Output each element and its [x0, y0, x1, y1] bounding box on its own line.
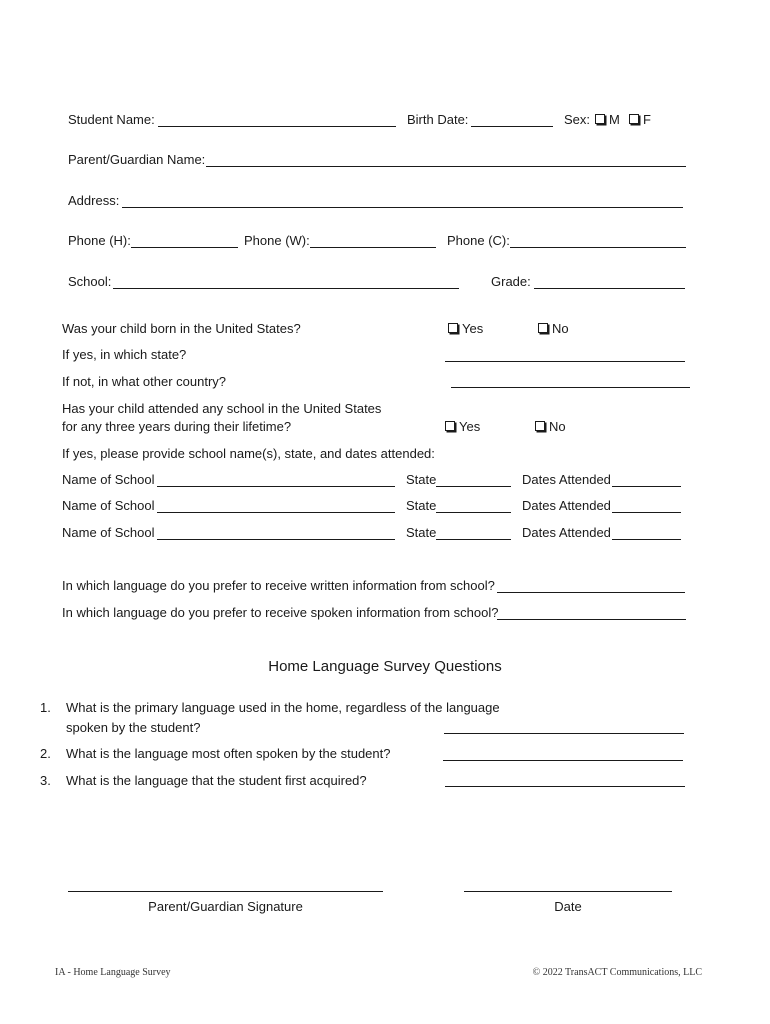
sex-label: Sex: [564, 112, 591, 127]
provide-schools-label: If yes, please provide school name(s), state, and dates attended: [62, 446, 435, 461]
pref-written-field[interactable] [497, 592, 685, 593]
checkbox-icon[interactable] [448, 323, 458, 333]
school-row-state-field[interactable] [436, 539, 511, 540]
school-row-state-label: State [406, 472, 437, 487]
attended-no-label: No [549, 419, 566, 434]
attended-yes-option[interactable] [445, 419, 480, 435]
school-row-dates-label: Dates Attended [522, 525, 611, 540]
sex-m-label: M [609, 112, 620, 127]
question-1-text: What is the primary language used in the home, regardless of the language [66, 700, 500, 715]
school-row-dates-label: Dates Attended [522, 498, 611, 513]
phone-cell-field[interactable] [510, 247, 686, 248]
school-row-state-label: State [406, 525, 437, 540]
student-name-field[interactable] [158, 126, 396, 127]
school-row-name-field[interactable] [157, 539, 395, 540]
checkbox-icon[interactable] [538, 323, 548, 333]
checkbox-icon[interactable] [445, 421, 455, 431]
question-3-text: What is the language that the student first acquired? [66, 773, 367, 788]
other-country-label: If not, in what other country? [62, 374, 227, 389]
attended-yes-label: Yes [459, 419, 481, 434]
school-row-dates-field[interactable] [612, 539, 681, 540]
which-state-label: If yes, in which state? [62, 347, 187, 362]
attended-no-option[interactable] [535, 419, 566, 435]
survey-title: Home Language Survey Questions [268, 658, 502, 675]
question-2-answer-field[interactable] [443, 760, 683, 761]
address-field[interactable] [122, 207, 683, 208]
sex-f-label: F [643, 112, 651, 127]
date-label: Date [554, 899, 582, 914]
footer-right: © 2022 TransACT Communications, LLC [532, 967, 702, 978]
question-3-number: 3. [40, 773, 51, 788]
checkbox-icon[interactable] [629, 114, 639, 124]
school-row-name-field[interactable] [157, 486, 395, 487]
footer-left: IA - Home Language Survey [55, 967, 171, 978]
question-2-text: What is the language most often spoken by the student? [66, 746, 391, 761]
checkbox-icon[interactable] [595, 114, 605, 124]
other-country-field[interactable] [451, 387, 690, 388]
pref-written-label: In which language do you prefer to receive written information from school? [62, 578, 495, 593]
school-field[interactable] [113, 288, 459, 289]
school-row-name-label: Name of School [62, 472, 155, 487]
phone-work-label: Phone (W): [244, 233, 310, 248]
student-name-label: Student Name: [68, 112, 155, 127]
grade-label: Grade: [491, 274, 531, 289]
signature-label: Parent/Guardian Signature [148, 899, 303, 914]
checkbox-icon[interactable] [535, 421, 545, 431]
birth-date-label: Birth Date: [407, 112, 469, 127]
question-1-text-cont: spoken by the student? [66, 720, 201, 735]
school-row-name-label: Name of School [62, 525, 155, 540]
signature-field[interactable] [68, 891, 383, 892]
which-state-field[interactable] [445, 361, 685, 362]
parent-name-field[interactable] [206, 166, 686, 167]
school-row-dates-field[interactable] [612, 512, 681, 513]
school-label: School: [68, 274, 112, 289]
sex-m-option[interactable] [595, 112, 620, 128]
pref-spoken-label: In which language do you prefer to receive spoken information from school? [62, 605, 499, 620]
question-1-answer-field[interactable] [444, 733, 684, 734]
born-us-no-label: No [552, 321, 569, 336]
school-row-dates-field[interactable] [612, 486, 681, 487]
phone-home-field[interactable] [131, 247, 238, 248]
phone-cell-label: Phone (C): [447, 233, 510, 248]
born-us-no-option[interactable] [538, 321, 569, 337]
question-3-answer-field[interactable] [445, 786, 685, 787]
grade-field[interactable] [534, 288, 685, 289]
birth-date-field[interactable] [471, 126, 553, 127]
parent-name-label: Parent/Guardian Name: [68, 152, 206, 167]
school-row-state-label: State [406, 498, 437, 513]
date-field[interactable] [464, 891, 672, 892]
school-row-name-label: Name of School [62, 498, 155, 513]
school-row-state-field[interactable] [436, 486, 511, 487]
phone-work-field[interactable] [310, 247, 436, 248]
question-1-number: 1. [40, 700, 51, 715]
attended-question-line1: Has your child attended any school in the United States [62, 401, 382, 416]
school-row-state-field[interactable] [436, 512, 511, 513]
question-2-number: 2. [40, 746, 51, 761]
attended-question-line2: for any three years during their lifetime? [62, 419, 292, 434]
born-us-yes-option[interactable] [448, 321, 483, 337]
phone-home-label: Phone (H): [68, 233, 131, 248]
pref-spoken-field[interactable] [497, 619, 686, 620]
school-row-dates-label: Dates Attended [522, 472, 611, 487]
born-us-yes-label: Yes [462, 321, 484, 336]
sex-f-option[interactable] [629, 112, 651, 128]
school-row-name-field[interactable] [157, 512, 395, 513]
born-us-question: Was your child born in the United States? [62, 321, 301, 336]
address-label: Address: [68, 193, 120, 208]
